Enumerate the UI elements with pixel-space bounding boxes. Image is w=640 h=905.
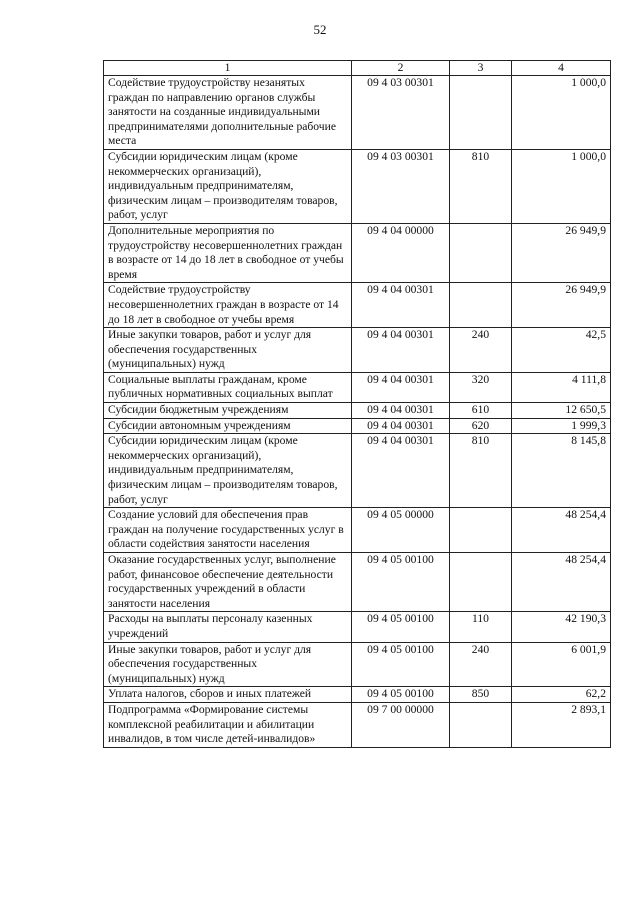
row-code: 09 4 04 00301: [352, 434, 450, 508]
table-row: [104, 418, 611, 434]
row-code: 09 4 04 00000: [352, 223, 450, 282]
row-name: Субсидии бюджетным учреждениям: [104, 403, 352, 419]
row-kvr: [450, 283, 512, 328]
row-kvr: [450, 223, 512, 282]
row-kvr: 810: [450, 149, 512, 223]
row-name: Социальные выплаты гражданам, кроме публичных нормативных социальных выплат: [104, 372, 352, 402]
table-row: [104, 223, 611, 282]
row-kvr: [450, 76, 512, 150]
row-kvr: 620: [450, 418, 512, 434]
row-sum: 1 000,0: [512, 149, 611, 223]
row-code: 09 4 04 00301: [352, 403, 450, 419]
row-sum: 26 949,9: [512, 223, 611, 282]
row-name: Содействие трудоустройству незанятых граждан по направлению органов службы занятости на созданные индивидуальными предпринимателями дополнительные рабочие места: [104, 76, 352, 150]
row-kvr: [450, 508, 512, 553]
row-name: Субсидии юридическим лицам (кроме некоммерческих организаций), индивидуальным предпринимателям, физическим лицам – производителям товаров, работ, услуг: [104, 434, 352, 508]
row-name: Субсидии автономным учреждениям: [104, 418, 352, 434]
row-sum: 48 254,4: [512, 553, 611, 612]
row-code: 09 4 04 00301: [352, 328, 450, 373]
table-row: [104, 76, 611, 150]
row-sum: 2 893,1: [512, 702, 611, 747]
table-row: [104, 508, 611, 553]
row-code: 09 4 05 00100: [352, 612, 450, 642]
row-sum: 62,2: [512, 687, 611, 703]
row-name: Иные закупки товаров, работ и услуг для обеспечения государственных (муниципальных) нужд: [104, 642, 352, 687]
row-code: 09 4 05 00100: [352, 553, 450, 612]
row-name: Уплата налогов, сборов и иных платежей: [104, 687, 352, 703]
row-code: 09 4 03 00301: [352, 149, 450, 223]
header-cell-2: 2: [352, 61, 450, 76]
table-row: [104, 149, 611, 223]
row-sum: 42 190,3: [512, 612, 611, 642]
row-name: Дополнительные мероприятия по трудоустройству несовершеннолетних граждан в возрасте от 14 до 18 лет в свободное от учебы время: [104, 223, 352, 282]
row-sum: 8 145,8: [512, 434, 611, 508]
row-name: Иные закупки товаров, работ и услуг для обеспечения государственных (муниципальных) нужд: [104, 328, 352, 373]
header-cell-4: 4: [512, 61, 611, 76]
row-sum: 6 001,9: [512, 642, 611, 687]
row-sum: 26 949,9: [512, 283, 611, 328]
row-name: Содействие трудоустройству несовершеннолетних граждан в возрасте от 14 до 18 лет в свободное от учебы время: [104, 283, 352, 328]
page-number: 52: [313, 22, 327, 37]
row-kvr: 240: [450, 328, 512, 373]
row-kvr: 850: [450, 687, 512, 703]
row-sum: 4 111,8: [512, 372, 611, 402]
row-code: 09 4 03 00301: [352, 76, 450, 150]
row-code: 09 4 04 00301: [352, 283, 450, 328]
table-row: [104, 434, 611, 508]
row-code: 09 4 05 00100: [352, 687, 450, 703]
table-row: [104, 612, 611, 642]
row-name: Субсидии юридическим лицам (кроме некоммерческих организаций), индивидуальным предпринимателям, физическим лицам – производителям товаров, работ, услуг: [104, 149, 352, 223]
table-row: [104, 328, 611, 373]
row-code: 09 4 04 00301: [352, 372, 450, 402]
table-row: [104, 372, 611, 402]
row-code: 09 4 05 00000: [352, 508, 450, 553]
row-kvr: [450, 553, 512, 612]
row-code: 09 4 04 00301: [352, 418, 450, 434]
row-kvr: 610: [450, 403, 512, 419]
row-kvr: 240: [450, 642, 512, 687]
table-row: [104, 283, 611, 328]
row-name: Подпрограмма «Формирование системы комплексной реабилитации и абилитации инвалидов, в том числе детей-инвалидов»: [104, 702, 352, 747]
row-code: 09 7 00 00000: [352, 702, 450, 747]
row-code: 09 4 05 00100: [352, 642, 450, 687]
row-kvr: 110: [450, 612, 512, 642]
row-sum: 12 650,5: [512, 403, 611, 419]
row-sum: 48 254,4: [512, 508, 611, 553]
row-name: Расходы на выплаты персоналу казенных учреждений: [104, 612, 352, 642]
table-row: [104, 687, 611, 703]
budget-table: [103, 60, 611, 748]
row-sum: 1 000,0: [512, 76, 611, 150]
table-row: [104, 642, 611, 687]
row-sum: 42,5: [512, 328, 611, 373]
header-cell-1: 1: [104, 61, 352, 76]
header-cell-3: 3: [450, 61, 512, 76]
row-name: Оказание государственных услуг, выполнение работ, финансовое обеспечение деятельности государственных учреждений в области занятости населения: [104, 553, 352, 612]
row-kvr: 320: [450, 372, 512, 402]
table-row: [104, 702, 611, 747]
table-row: [104, 553, 611, 612]
table-row: [104, 403, 611, 419]
row-sum: 1 999,3: [512, 418, 611, 434]
header-row: [104, 61, 611, 76]
row-kvr: 810: [450, 434, 512, 508]
row-name: Создание условий для обеспечения прав граждан на получение государственных услуг в области содействия занятости населения: [104, 508, 352, 553]
row-kvr: [450, 702, 512, 747]
